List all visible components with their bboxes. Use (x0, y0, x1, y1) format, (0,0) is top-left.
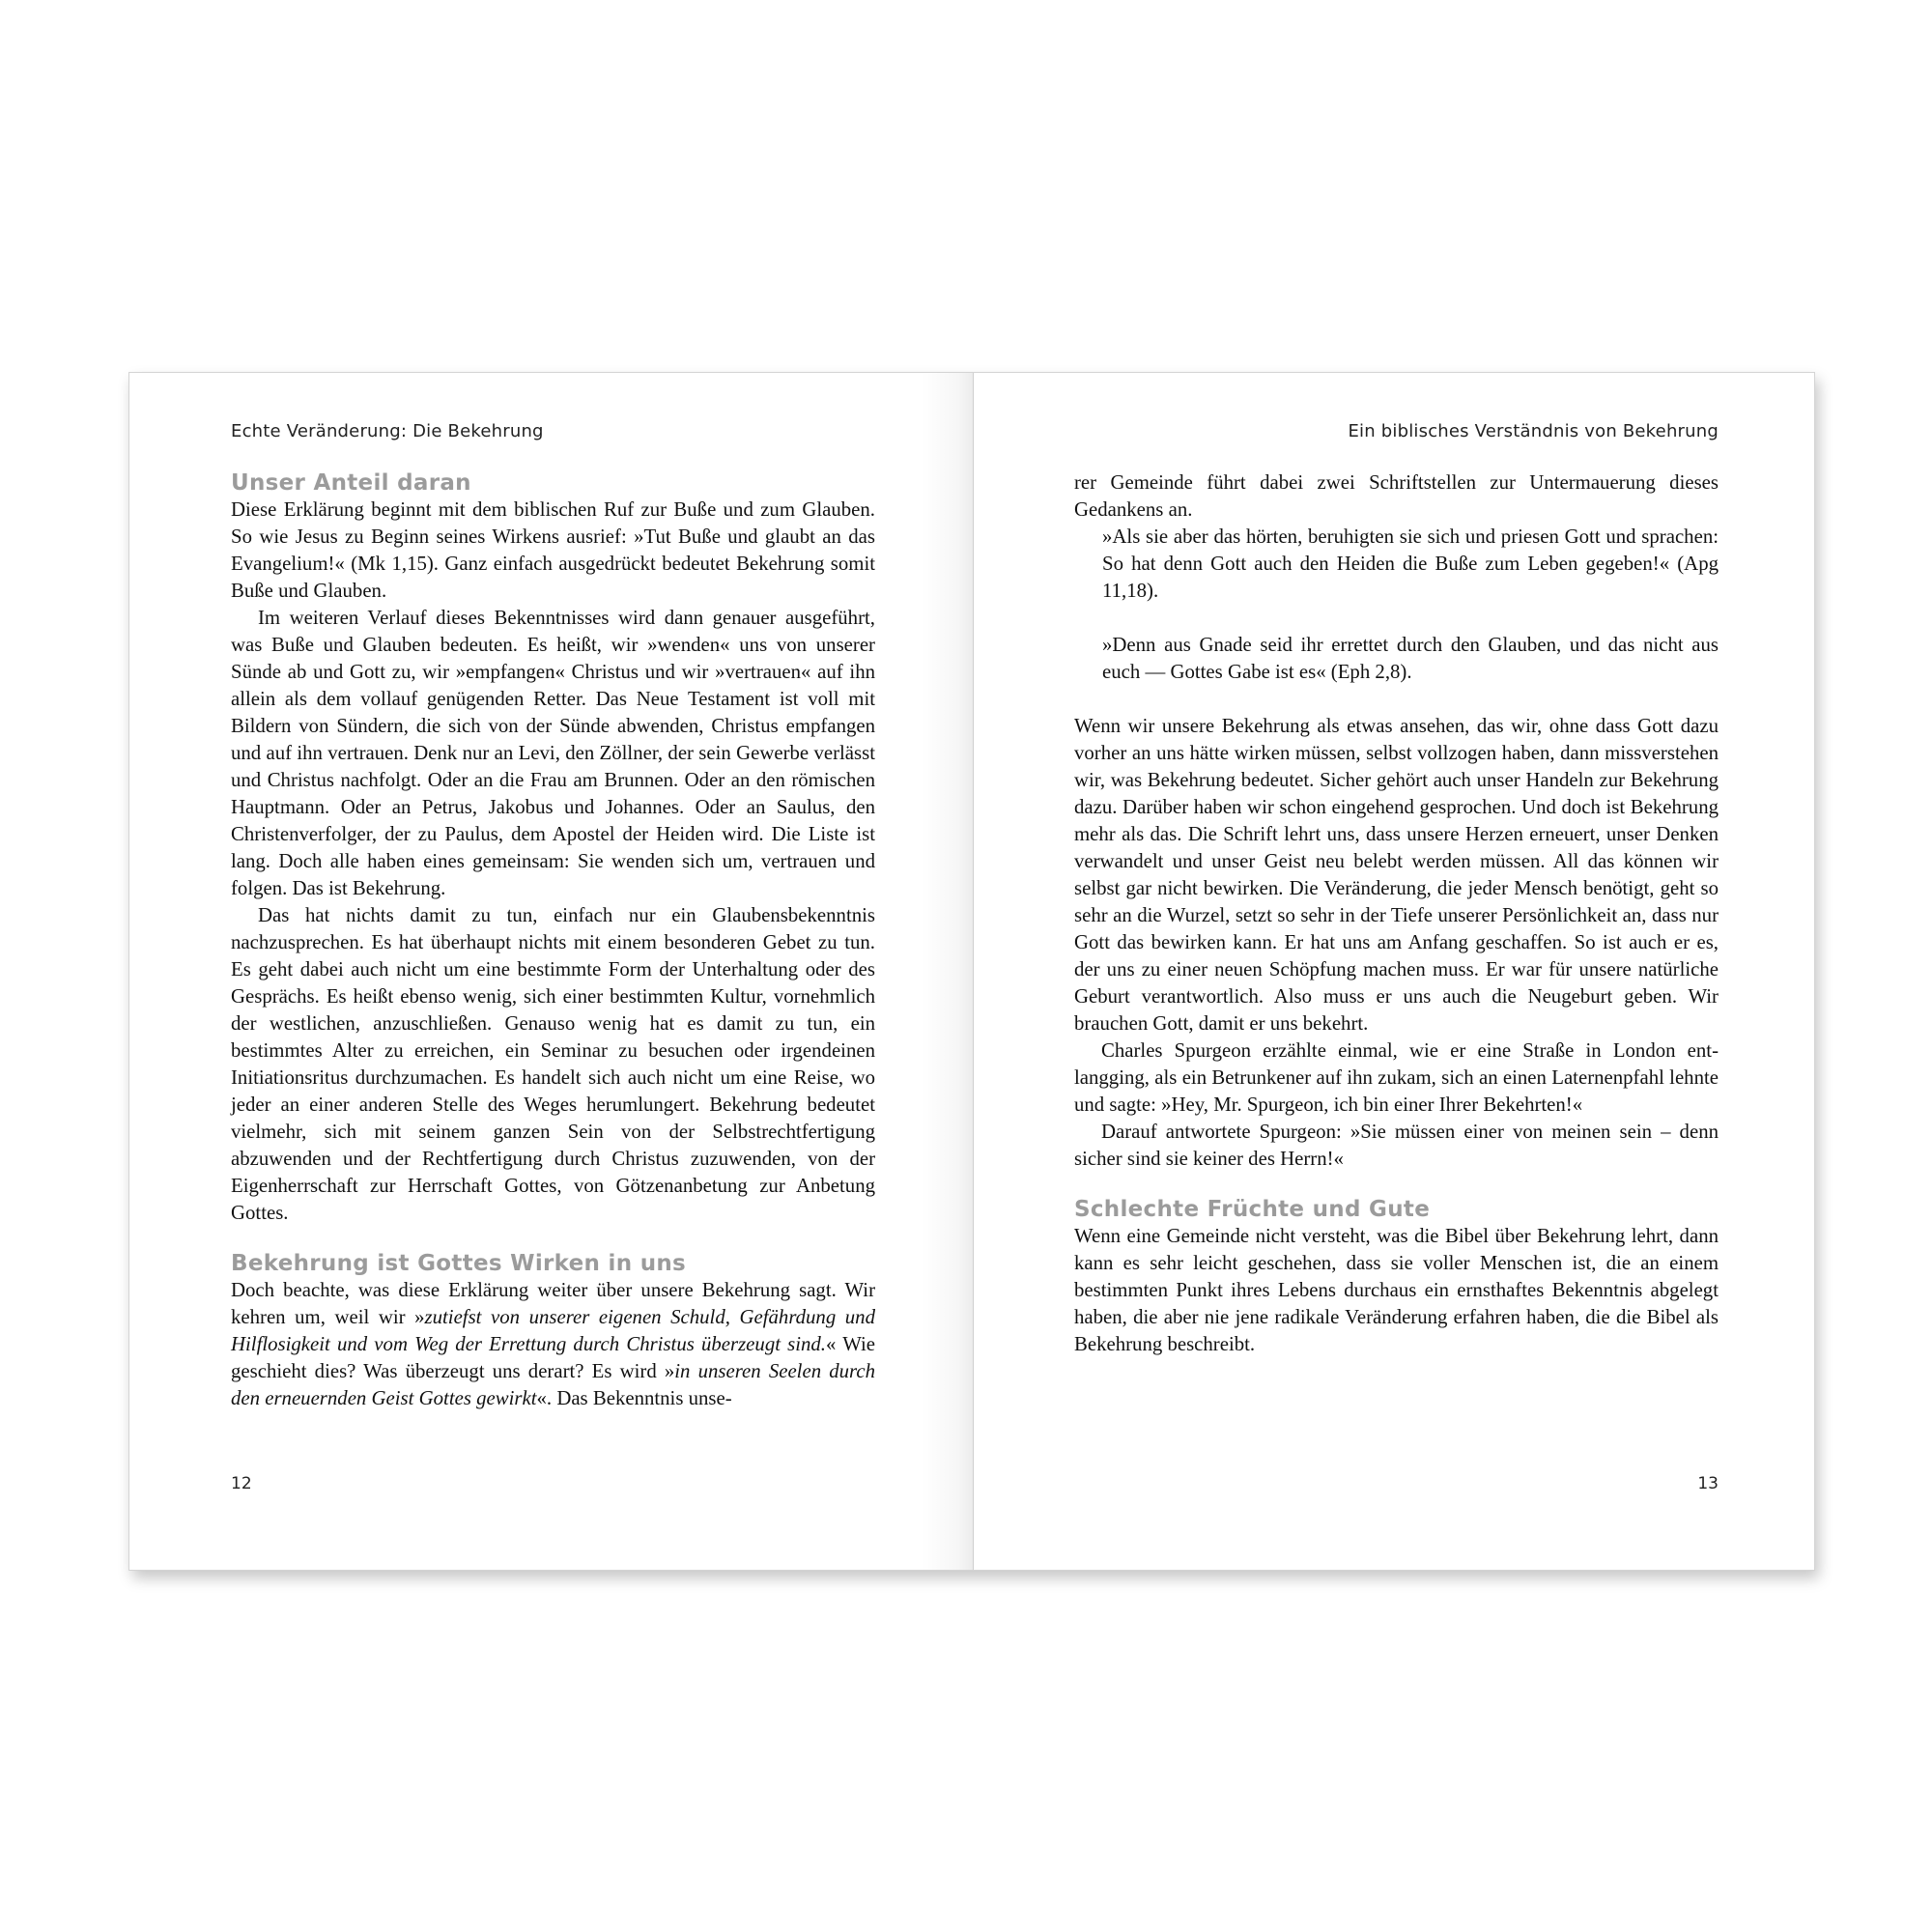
paragraph (231, 1277, 875, 1412)
paragraph: Im weiteren Verlauf dieses Bekenntnisses wird dann genauer ausgeführt, was Buße und Glauben bedeuten. Es heißt, wir »wenden« uns von unserer Sünde ab und Gott zu, wir »empfangen« Christus und wir »vertrauen« auf ihn allein als dem vollauf genügenden Retter. Das Neue Testament ist voll mit Bildern von Sündern, die sich von der Sünde abwenden, Christus empfangen und auf ihn vertrauen. Denk nur an Levi, den Zöllner, der sein Gewerbe verlässt und Christus nachfolgt. Oder an die Frau am Brunnen. Oder an den römischen Hauptmann. Oder an Petrus, Jakobus und Johannes. Oder an Saulus, den Christenverfolger, der zu Paulus, dem Apostel der Heiden wird. Die Liste ist lang. Doch alle haben eines gemeinsam: Sie wenden sich um, vertrauen und folgen. Das ist Bekehrung. (231, 607, 875, 899)
section-heading-unser-anteil: Unser Anteil daran (231, 470, 471, 496)
right-page-body (1074, 469, 1719, 1358)
paragraph: Wenn eine Gemeinde nicht versteht, was die Bibel über Bekehrung lehrt, dann kann es sehr leicht geschehen, dass sie voller Menschen ist, die an einem bestimmten Punkt ihres Lebens durchaus ein ernsthaftes Bekenntnis abgelegt haben, die aber nie jene radikale Veränderung erfahren haben, die die Bibel als Bekehrung beschreibt. (1074, 1225, 1719, 1355)
paragraph: Das hat nichts damit zu tun, einfach nur ein Glaubensbekenntnis nachzusprechen. Es hat überhaupt nichts mit einem besonderen Gebet zu tun. Es geht dabei auch nicht um eine bestimmte Form der Unterhaltung oder des Gesprächs. Es heißt ebenso wenig, sich einer bestimmten Kultur, vornehmlich der westlichen, anzuschließen. Genauso wenig hat es damit zu tun, ein bestimmtes Alter zu erreichen, ein Seminar zu besuchen oder irgendeinen Initiationsritus durchzumachen. Es handelt sich auch nicht um eine Reise, wo jeder an einer anderen Stelle des Weges herumlungert. Bekehrung bedeutet vielmehr, sich mit seinem ganzen Sein von der Selbstrechtfertigung abzuwenden und der Rechtfertigung durch Christus zuzuwenden, von der Eigenherrschaft zur Herrschaft Gottes, von Götzenanbetung zur Anbetung Gottes. (231, 904, 875, 1224)
left-page (231, 373, 875, 1570)
section-heading-schlechte-fruechte: Schlechte Früchte und Gute (1074, 1197, 1431, 1222)
paragraph: rer Gemeinde führt dabei zwei Schriftstellen zur Untermauerung dieses Gedankens an. (1074, 471, 1719, 521)
paragraph: Wenn wir unsere Bekehrung als etwas ansehen, das wir, ohne dass Gott dazu vorher an uns hätte wirken müssen, selbst vollzogen haben, dann missverstehen wir, was Bekehrung bedeutet. Sicher gehört auch unser Handeln zur Bekehrung dazu. Darüber haben wir schon eingehend gesprochen. Und doch ist Bekehrung mehr als das. Die Schrift lehrt uns, dass unsere Herzen erneuert, unser Denken verwandelt und unser Geist neu belebt werden müssen. All das können wir selbst gar nicht bewirken. Die Veränderung, die jeder Mensch benötigt, geht so sehr an die Wurzel, setzt so sehr in der Tiefe unserer Persönlichkeit an, dass nur Gott das bewirken kann. Er hat uns am Anfang geschaffen. So ist auch er es, der uns zu einer neuen Schöpfung machen muss. Er war für unsere natürliche Geburt verantwortlich. Also muss er uns auch die Neugeburt geben. Wir brauchen Gott, damit er uns bekehrt. (1074, 715, 1719, 1035)
page-number-right: 13 (1697, 1474, 1719, 1493)
gutter-line (973, 373, 974, 1570)
paragraph: Darauf antwortete Spurgeon: »Sie müssen einer von meinen sein – denn sicher sind sie keiner des Herrn!« (1074, 1121, 1719, 1170)
paragraph: Diese Erklärung beginnt mit dem biblischen Ruf zur Buße und zum Glauben. So wie Jesus zu Beginn seines Wirkens ausrief: »Tut Buße und glaubt an das Evangelium!« (Mk 1,15). Ganz einfach ausgedrückt bedeutet Bekehrung somit Buße und Glauben. (231, 498, 875, 602)
italic-quote: in unseren Seelen durch den erneuernden Geist Gottes gewirkt (231, 1360, 875, 1409)
running-head-right: Ein biblisches Verständnis von Bekehrung (1348, 421, 1719, 441)
text-run: Doch beachte, was diese Erklärung weiter über unsere Bekehrung sagt. Wir kehren um, weil wir » (231, 1279, 875, 1328)
paragraph: Charles Spurgeon erzählte einmal, wie er eine Straße in London entlangging, als ein Betrunkener auf ihn zukam, sich an einen Laternenpfahl lehnte und sagte: »Hey, Mr. Spurgeon, ich bin einer Ihrer Bekehrten!« (1074, 1039, 1719, 1116)
running-head-left: Echte Veränderung: Die Bekehrung (231, 421, 544, 441)
text-run: «. Das Bekenntnis unse- (536, 1387, 732, 1409)
gutter-shadow (922, 373, 974, 1570)
text-run: « Wie geschieht dies? Was überzeugt uns derart? Es wird » (231, 1333, 875, 1382)
section-heading-gottes-wirken: Bekehrung ist Gottes Wirken in uns (231, 1251, 687, 1276)
scripture-quote: »Als sie aber das hörten, beruhigten sie sich und priesen Gott und sprachen: So hat denn Gott auch den Heiden die Buße zum Leben gegeben!« (Apg 11,18). (1102, 526, 1719, 602)
scripture-quote: »Denn aus Gnade seid ihr errettet durch den Glauben, und das nicht aus euch — Gottes Gabe ist es« (Eph 2,8). (1102, 634, 1719, 683)
italic-quote: zutiefst von unserer eigenen Schuld, Gefährdung und Hilflosigkeit und vom Weg der Errettung durch Christus überzeugt sind. (231, 1306, 875, 1355)
book-spread (128, 372, 1815, 1571)
page-number-left: 12 (231, 1474, 252, 1493)
left-page-body (231, 469, 875, 1412)
right-page (1074, 373, 1719, 1570)
